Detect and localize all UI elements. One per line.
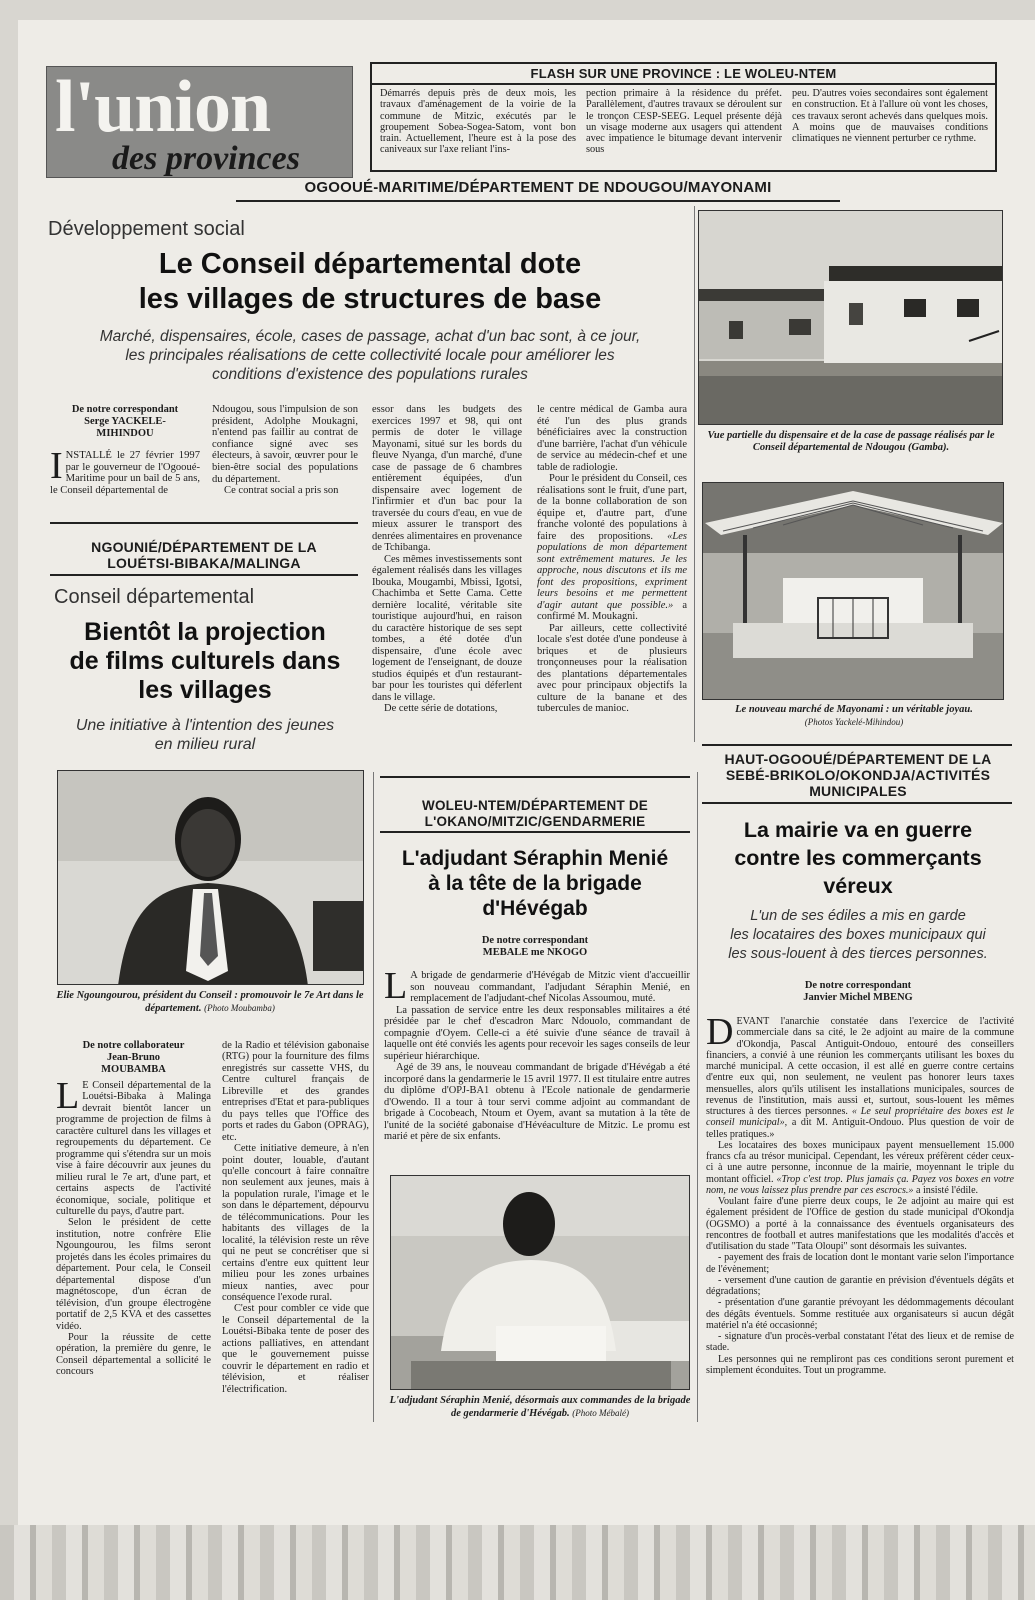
a1-photo-2-caption	[700, 704, 1008, 729]
a1-byline-3: MIHINDOU	[96, 428, 154, 439]
a4-quote-2: «Trop c'est trop. Plus jamais ça. Payez vos boxes en votre nom, ne vous laissez plus prendre par ces escrocs.»	[706, 1173, 1015, 1196]
a2-top-rule	[50, 522, 358, 524]
a4-rubric-rule	[702, 802, 1012, 804]
a4-body-p1	[706, 1011, 1015, 1140]
a3-rubric-1: WOLEU-NTEM/DÉPARTEMENT DE	[422, 798, 648, 813]
officer-illustration	[391, 1176, 690, 1390]
a2-column-1	[56, 1075, 211, 1378]
a1-quote-attribution: a confirmé M. Moukagni.	[537, 599, 687, 622]
a1-quote: «Les populations de mon département sont extrêmement matures. Je les approche, nous discutons et ils me font des propositions, expriment leurs besoins et me permettent d'agir autant que possible.»	[537, 530, 687, 611]
a4-list-item-3: - présentation d'une garantie prévoyant les dédommagements découlant des dégâts éventuels. Somme restituée aux organisateurs si aucun dégât matériel n'a été occasionné;	[706, 1297, 1014, 1331]
a4-top-rule	[702, 744, 1012, 746]
a2-column-2-p3: C'est pour combler ce vide que le Conseil départemental de la Louétsi-Bibaka tente de poser des actions palliatives, en attendant que le gouvernement puisse couvrir le département en radio et télévision, et réaliser l'électrification.	[222, 1303, 369, 1395]
a1-photo-dispensary	[698, 210, 1003, 425]
masthead-subtitle: des provinces	[112, 140, 300, 177]
a1-kicker: Développement social	[48, 218, 245, 240]
a3-headline-2: à la tête de la brigade	[428, 872, 642, 895]
a1-headline-1: Le Conseil départemental dote	[158, 248, 582, 280]
a1-byline-1: De notre correspondant	[71, 404, 179, 415]
a1-column-3-p1: essor dans les budgets des exercices 1997 et 98, qui ont permis de doter le village Mayonami, situé sur les bords du fleuve Nyanga, d'un marché, d'une case de passage de 6 chambres entièrement équipées, d'un dispensaire avec logement de l'infirmier et d'un bac pour la traversée du cours d'eau, en vue de mieux assurer le transport des denrées alimentaires en provenance de Tchibanga.	[372, 404, 522, 553]
a1-column-4-p2-text: Pour le président du Conseil, ces réalisations sont le fruit, d'une part, de la bonne collaboration de son équipe et, d'autre part, d'une franche volonté des populations à faire des propositions.	[537, 473, 687, 542]
a2-column-1-p1	[56, 1075, 211, 1217]
a1-byline-2: Serge YACKELE-	[84, 416, 166, 427]
a4-deck-1: L'un de ses édiles a mis en garde	[750, 908, 966, 924]
page-bottom-edge	[0, 1525, 1035, 1600]
a4-headline-2: contre les commerçants	[734, 846, 982, 870]
a2-headline-2: de films culturels dans	[69, 647, 341, 675]
a4-list-item-1: - payement des frais de location dont le montant varie selon l'importance de l'évènement;	[706, 1252, 1014, 1275]
flash-column-1: Démarrés depuis près de deux mois, les travaux d'aménagement de la voirie de la commune de Mitzic, exécutés par le groupement Sobea-Sogea-Satom, vont bon train. Actuellement, l'heure est à la pose des caniveaux sur l'axe reliant l'ins-	[380, 88, 576, 156]
a1-rubric-rule	[236, 200, 840, 202]
column-divider-a1-right	[694, 206, 695, 742]
a4-byline-2: Janvier Michel MBENG	[803, 992, 913, 1003]
a4-body-p3: Voulant faire d'une pierre deux coups, le 2e adjoint au maire qui est également président de l'Office de gestion du stade municipal d'Okondja (OGSMO) a porté à la connaissance des éventuels organisateurs des rencontres de football et autres manifestations que les modalités d'accès et d'utilisation du stade "Tata Oloupi" sont désormais les suivantes.	[706, 1196, 1014, 1252]
a3-photo-caption-text: L'adjudant Séraphin Menié, désormais aux commandes de la brigade de gendarmerie d'Hévégab.	[389, 1395, 691, 1419]
a2-photo-caption-text: Elie Ngoungourou, président du Conseil : promouvoir le 7e Art dans le département.	[56, 990, 364, 1014]
a3-body-p1	[384, 965, 690, 1007]
a3-dropcap: L	[384, 965, 408, 1007]
a2-column-2-p1: de la Radio et télévision gabonaise (RTG) pour la fourniture des films enregistrés sur cassette VHS, du Centre culturel français de Libreville et des grandes entreprises d'Etat et para-publiques du pays telles que l'Office des ports et rades du Gabon (OPRAG), etc.	[222, 1040, 369, 1143]
a4-list-item-4: - signature d'un procès-verbal constatant l'état des lieux et de remise de stade.	[706, 1331, 1014, 1354]
a2-column-1-p3: Pour la réussite de cette opération, la première du genre, le Conseil départemental a sollicité le concours	[56, 1331, 211, 1378]
flash-column-3: peu. D'autres voies secondaires sont également en construction. Et à l'allure où vont les choses, ces travaux seront achevés dans quelques mois. A moins que de mauvaises conditions climatiques ne viennent perturber ce rythme.	[792, 88, 988, 145]
a4-rubric-2: SEBÉ-BRIKOLO/OKONDJA/ACTIVITÉS	[725, 767, 991, 783]
a1-column-2-p1: Ndougou, sous l'impulsion de son président, Adolphe Moukagni, n'entend pas faillir au contrat de confiance signé avec ses électeurs, à savoir, œuvrer pour le bien-être social des populations du département.	[212, 404, 358, 485]
a2-photo-portrait	[57, 770, 364, 985]
a2-rubric-rule	[50, 574, 358, 576]
a1-column-2	[212, 404, 358, 497]
flash-rubric: FLASH SUR UNE PROVINCE : LE WOLEU-NTEM	[530, 66, 837, 81]
a4-deck-2: les locataires des boxes municipaux qui	[730, 927, 986, 943]
masthead	[46, 66, 353, 178]
a4-body-p1-text: EVANT l'anarchie constatée dans l'exercice de l'activité commerciale dans sa cité, le 2e adjoint au maire de la commune d'Okondja, Pascal Antiguit-Ondouo, entouré des conseillers financiers, a convié à une réunion les commerçants utilisant les boxes du marché municipal. A cette occasion, il est allé en guerre contre certains d'entre eux qui, non seulement, ne veulent pas honorer leurs taxes mensuelles, alors qu'ils utilisent les installations municipales, sources de revenus de l'institution, mais aussi et, surtout, sous-louent les mêmes structures à des tierces personnes.	[706, 1016, 1014, 1117]
a3-body	[384, 965, 690, 1143]
a2-column-2	[222, 1040, 369, 1395]
a4-rubric-3: MUNICIPALES	[809, 783, 907, 799]
a3-body-p1-text: A brigade de gendarmerie d'Hévégab de Mitzic vient d'accueillir son nouveau commandant, l'adjudant Séraphin Menié, en remplacement de l'adjudant-chef Nicolas Assoumou, muté.	[410, 970, 690, 1004]
a4-body-p2	[706, 1140, 1014, 1196]
flash-rule	[372, 83, 995, 85]
a2-column-2-p2: Cette initiative demeure, à n'en point douter, louable, d'autant qu'elle concourt à faire connaître non seulement aux jeunes, mais à la population rurale, l'image et le son dans le département, dépourvu de télécommunications. Pour les habitants des villages de la localité, la télévision reste un rêve qui ne peut se concrétiser que si certains d'entre eux quittent leur milieu pour les zones urbaines mieux nanties, avec pour conséquence l'exode rural.	[222, 1143, 369, 1303]
a4-quote-1: « Le seul propriétaire des boxes est le conseil municipal»,	[706, 1106, 1015, 1129]
market-illustration	[703, 483, 1004, 700]
a2-deck-1: Une initiative à l'intention des jeunes	[75, 717, 335, 734]
a3-rubric-2: L'OKANO/MITZIC/GENDARMERIE	[424, 814, 646, 829]
a1-photo-2-credit: (Photos Yackelé-Mihindou)	[804, 717, 904, 727]
a1-photo-market	[702, 482, 1004, 700]
a4-list-item-2: - versement d'une caution de garantie en prévision d'éventuels dégâts et dégradations;	[706, 1274, 1014, 1297]
a4-body-p2b: a insisté l'édile.	[916, 1184, 979, 1196]
a4-body-p2-text: Les locataires des boxes municipaux payent mensuellement 15.000 francs cfa au trésor municipal. Cependant, les véreux préfèrent céder ceux-ci à une autre personne, inconnue de la mairie, moyennant le triple du montant officiel.	[706, 1139, 1014, 1185]
a3-top-rule	[380, 776, 690, 778]
a4-body-p4: Les personnes qui ne rempliront pas ces conditions seront purement et simplement éconduites. Tout un programme.	[706, 1353, 1014, 1376]
a2-column-1-p1-text: E Conseil départemental de la Louétsi-Bibaka à Malinga devrait bientôt lancer un programme de projection de films à caractère culturel dans les villages et regroupements du département. Ce programme qui s'étendra sur un mois vise à faire découvrir aux jeunes du milieu rural le 7e art, d'une part, et certains aspects de l'activité économique, sociale, politique et culturelle du pays, d'autre part.	[56, 1080, 211, 1217]
a1-column-4	[537, 404, 687, 715]
a1-deck-3: conditions d'existence des populations rurales	[212, 366, 528, 383]
a1-dropcap: I	[50, 445, 63, 487]
a3-byline-2: MEBALE me NKOGO	[482, 947, 588, 958]
a1-deck-2: les principales réalisations de cette collectivité locale pour améliorer les	[125, 347, 615, 364]
a1-column-1-text: NSTALLÉ le 27 février 1997 par le gouverneur de l'Ogooué-Maritime pour un bail de 5 ans, le Conseil départemental de	[50, 450, 200, 496]
a2-column-1-p2: Selon le président de cette institution, notre confrère Elie Ngoungourou, les films seront projetés dans les écoles primaires du département. Pour cela, le Conseil départemental dispose d'un magnétoscope, d'un écran de télévision, d'un groupe électrogène portatif de 2,5 KVA et des cassettes vidéo.	[56, 1217, 211, 1332]
a1-rubric: OGOOUÉ-MARITIME/DÉPARTEMENT DE NDOUGOU/MAYONAMI	[304, 179, 772, 196]
a1-column-4-p2	[537, 473, 687, 623]
a3-byline-1: De notre correspondant	[481, 935, 589, 946]
a3-rubric-rule	[380, 831, 690, 833]
a1-photo-2-caption-text: Le nouveau marché de Mayonami : un véritable joyau.	[735, 704, 973, 715]
a1-headline-2: les villages de structures de base	[138, 283, 602, 315]
a4-byline-1: De notre correspondant	[804, 980, 912, 991]
a3-photo-caption	[384, 1395, 696, 1420]
a2-photo-credit: (Photo Moubamba)	[204, 1003, 275, 1013]
a3-photo-portrait	[390, 1175, 690, 1390]
masthead-title: l'union	[55, 66, 271, 148]
column-divider-a2-right	[373, 772, 374, 1422]
a1-column-2-p2: Ce contrat social a pris son	[224, 485, 339, 497]
a4-body-p1b: a dit M. Antiguit-Ondouo. Plus question de voir de telles pratiques.»	[706, 1117, 1014, 1140]
a4-headline-1: La mairie va en guerre	[743, 818, 973, 842]
a2-photo-caption	[52, 990, 368, 1015]
a3-headline-1: L'adjudant Séraphin Menié	[401, 847, 669, 870]
a2-byline-3: MOUBAMBA	[101, 1064, 166, 1075]
flash-box	[370, 62, 997, 172]
a2-rubric-2: LOUÉTSI-BIBAKA/MALINGA	[107, 555, 301, 571]
a3-photo-credit: (Photo Mébalé)	[572, 1408, 630, 1418]
a1-column-4-p3: Par ailleurs, cette collectivité locale s'est dotée d'une pondeuse à briques et de plusieurs tronçonneuses pour la réalisation des plantations départementales avec pour principaux objectifs la culture de la banane et des tubercules de manioc.	[537, 622, 687, 714]
dispensary-illustration	[699, 211, 1003, 425]
a1-photo-1-caption: Vue partielle du dispensaire et de la case de passage réalisés par le Conseil départemental de Ndougou (Gamba).	[707, 430, 995, 453]
a3-headline-3: d'Hévégab	[482, 897, 588, 920]
a2-rubric-1: NGOUNIÉ/DÉPARTEMENT DE LA	[91, 539, 317, 555]
a2-byline-1: De notre collaborateur	[82, 1040, 185, 1051]
a2-kicker: Conseil départemental	[54, 586, 255, 608]
a1-deck-1: Marché, dispensaires, école, cases de passage, achat d'un bac sont, à ce jour,	[99, 328, 641, 345]
a2-deck-2: en milieu rural	[154, 736, 256, 753]
a4-deck-3: les sous-louent à des tierces personnes.	[728, 946, 988, 962]
a4-body	[706, 1011, 1015, 1376]
a4-dropcap: D	[706, 1011, 734, 1053]
a4-headline-3: véreux	[823, 874, 893, 898]
a1-column-3-p3: De cette série de dotations,	[384, 703, 498, 714]
a2-headline-3: les villages	[138, 676, 272, 704]
portrait-illustration	[58, 771, 364, 985]
column-divider-a3-right	[697, 772, 698, 1422]
a3-body-p3: Agé de 39 ans, le nouveau commandant de brigade d'Hévégab a été incorporé dans la gendarmerie le 15 avril 1977. Il est titulaire entre autres du diplôme d'OPJ-BA1 obtenu à l'Ecole nationale de gendarmerie d'Owendo. Il a tour à tour servi comme adjoint au commandant de brigade à Cocobeach, Ntoum et Oyem, avant sa mutation à la tête de l'unité de la société gabonaise d'Hévéaculture de Mitzic. Le promu est marié et père de six enfants.	[384, 1062, 690, 1142]
a2-headline-1: Bientôt la projection	[84, 618, 326, 646]
a2-dropcap: L	[56, 1075, 80, 1117]
a2-byline-2: Jean-Bruno	[106, 1052, 161, 1063]
flash-column-2: pection primaire à la résidence du préfet. Parallèlement, d'autres travaux se déroulent sur le tronçon CESP-SEEG. Lequel présente déjà un visage moderne aux usagers qui attendent avec impatience le bitumage devant intervenir sous	[586, 88, 782, 156]
a3-body-p2: La passation de service entre les deux responsables militaires a été présidée par le chef d'escadron Marc Ndouolo, commandant de compagnie d'Oyem. Celle-ci a été suivie d'une séance de travail à laquelle ont été conviés les agents pour recevoir les sages conseils de leur supérieur hiérarchique.	[384, 1004, 690, 1062]
a1-column-3-p2: Ces mêmes investissements sont également réalisés dans les villages Ibouka, Mougambi, Mbissi, Igotsi, Chachimba et Sette Cama. Cette dernière localité, véritable site touristique aujourd'hui, en raison du caractère historique de ses sept tombes, a été dotée d'un dispensaire, d'une école avec logement de l'enseignant, de douze studios équipés et d'un restaurant-bar pour les touristes qui déferlent dans le village.	[372, 553, 522, 703]
a1-column-4-p1: le centre médical de Gamba aura été l'un des plus grands bénéficiaires avec la construction d'une barrière, l'achat d'un véhicule de service au médecin-chef et une table de radiologie.	[537, 404, 687, 473]
a1-column-1	[50, 445, 200, 496]
a1-column-3	[372, 404, 522, 715]
a4-rubric-1: HAUT-OGOOUÉ/DÉPARTEMENT DE LA	[724, 751, 992, 767]
